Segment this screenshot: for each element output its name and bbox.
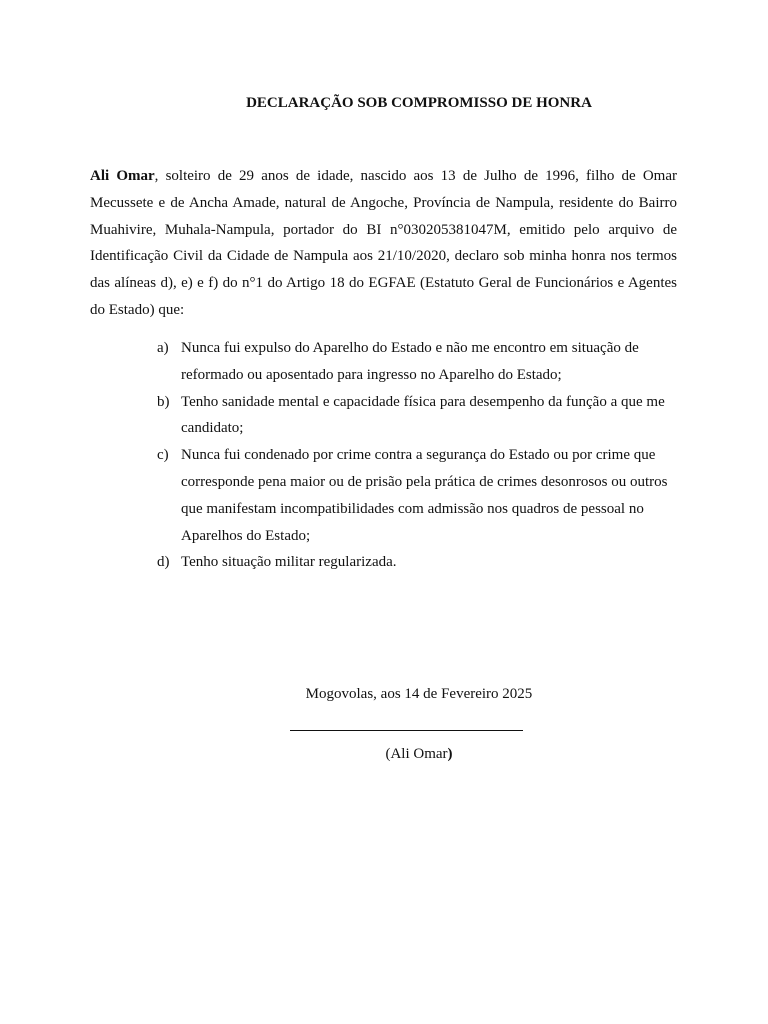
clause-marker: d): [157, 554, 170, 571]
clause-marker: b): [157, 393, 170, 410]
signer-name-text: (Ali Omar: [385, 746, 448, 762]
declaration-intro-text: , solteiro de 29 anos de idade, nascido aos 13 de Julho de 1996, filho de Omar Mecussete e de Ancha Amade, natural de Angoche, Província de Nampula, residente do Bairro Muahivire, Muhala-Nampula, portador do BI n°030205381047M, emitido pelo arquivo de Identificação Civil da Cidade de Nampula aos 21/10/2020, declaro sob minha honra nos termos das alíneas d), e) e f) do n°1 do Artigo 18 do EGFAE (Estatuto Geral de Funcionários e Agentes do Estado) que:: [90, 168, 677, 318]
clause-text: Tenho sanidade mental e capacidade física para desempenho da função a que me candidato;: [181, 393, 665, 437]
clause-item: [157, 389, 677, 443]
signer-close-paren: ): [447, 746, 453, 762]
clause-text: Tenho situação militar regularizada.: [181, 554, 397, 571]
clause-marker: c): [157, 447, 169, 464]
clause-text: Nunca fui expulso do Aparelho do Estado e não me encontro em situação de reformado ou aposentado para ingresso no Aparelho do Estado;: [181, 340, 639, 383]
document-title: DECLARAÇÃO SOB COMPROMISSO DE HONRA: [246, 95, 592, 111]
clause-text: Nunca fui condenado por crime contra a segurança do Estado ou por crime que corresponde pena maior ou de prisão pela prática de crimes desonrosos ou outros que manifestam incompatibilidades com admissão nos quadros de pessoal no Aparelhos do Estado;: [181, 447, 668, 544]
clause-item: [157, 335, 677, 389]
place-and-date: Mogovolas, aos 14 de Fevereiro 2025: [305, 686, 533, 702]
clause-item: [157, 442, 677, 549]
clause-item: [157, 549, 677, 576]
declarant-name: Ali Omar: [90, 168, 155, 184]
clause-marker: a): [157, 340, 169, 356]
signature-line: [290, 730, 523, 731]
clauses-list: [157, 335, 677, 576]
signer-name: [70, 744, 768, 764]
declaration-paragraph: [90, 163, 677, 324]
